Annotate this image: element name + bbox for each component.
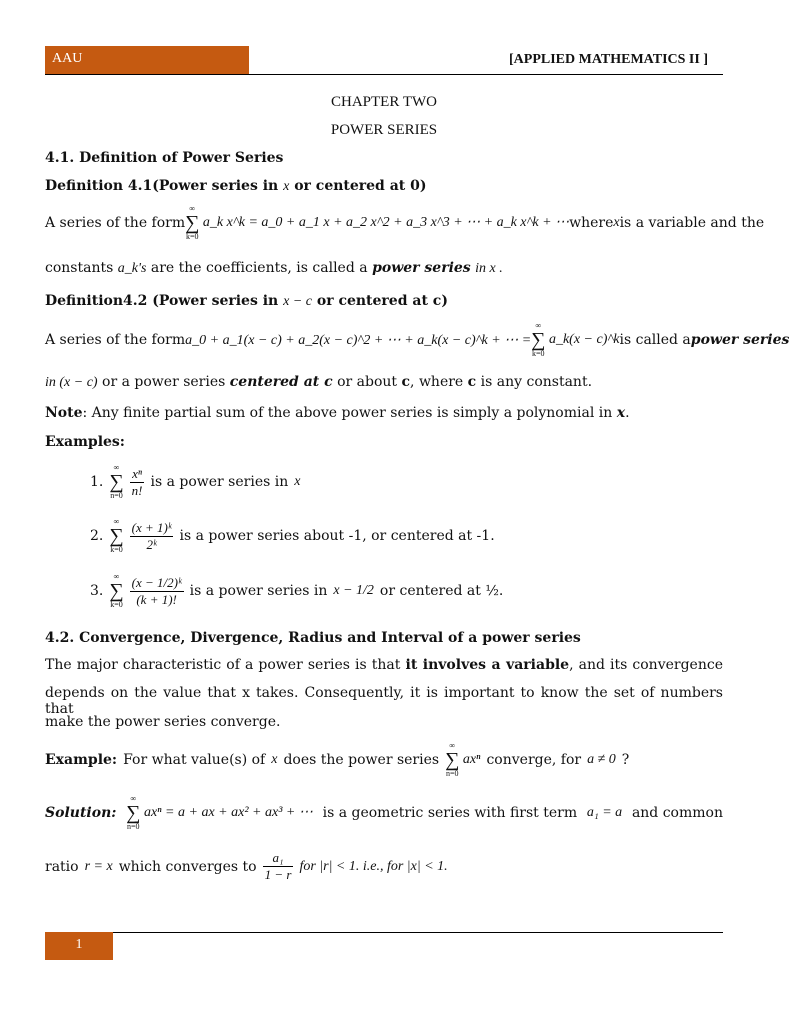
sum-symbol: ∞ ∑ n=0 — [109, 463, 124, 500]
def41-line1 — [45, 204, 765, 241]
note-var: x — [616, 405, 626, 421]
page-number: 1 — [75, 937, 83, 952]
def42-sum — [531, 322, 619, 358]
sum-symbol: ∞ ∑ n=0 — [445, 741, 460, 778]
header-institution: AAU — [52, 51, 83, 66]
example-label: Example: — [45, 752, 118, 768]
sum-symbol: ∞ ∑ k=0 — [185, 204, 200, 241]
def42-line1-c: is called a — [619, 332, 691, 348]
sec42-paragraph-line2: depends on the value that x takes. Consequently, it is important to know the set of numbers that — [45, 685, 723, 717]
def42-in-term: in (x − c) — [45, 375, 98, 390]
example-item-3 — [90, 573, 503, 609]
example-end: ? — [621, 752, 630, 768]
solution-line2-a: ratio — [45, 858, 79, 875]
example-3-text2: or centered at ½. — [379, 583, 504, 599]
chapter-title: CHAPTER TWO — [331, 94, 437, 110]
def41-formula — [185, 205, 569, 241]
def41-title-var: x — [283, 179, 290, 194]
note-line — [45, 405, 630, 421]
example-1-text: is a power series in — [150, 474, 289, 490]
def42-line1 — [45, 321, 789, 358]
header-rule — [45, 74, 723, 75]
def41-term-power-series: power series — [372, 260, 471, 276]
def41-formula-text: a_k x^k = a_0 + a_1 x + a_2 x^2 + a_3 x^3 + ⋯ + a_k x^k + ⋯ — [202, 215, 570, 231]
def42-formula: a_0 + a_1(x − c) + a_2(x − c)^2 + ⋯ + a_k(x − c)^k + ⋯ = — [185, 332, 532, 348]
def42-title-b: or centered at c) — [316, 293, 448, 309]
solution-formula-text: axⁿ = a + ax + ax² + ax³ + ⋯ — [143, 805, 313, 821]
example-3-text: is a power series in — [189, 583, 328, 599]
def41-coefficients: a_k's — [117, 261, 147, 276]
example-cond: a ≠ 0 — [587, 752, 616, 767]
sec42-paragraph-line1 — [45, 657, 723, 673]
example-var: x — [271, 752, 278, 767]
def42-title-a: Definition4.2 (Power series in — [45, 293, 279, 309]
sum-symbol: ∞ ∑ k=0 — [109, 572, 124, 609]
example-sum — [445, 742, 480, 778]
example-3-fraction: $\frac{\text{(x − 1/2)ᵏ}}{(k + 1)!}$ — [131, 574, 182, 607]
solution-cond: for |r| < 1. i.e., for |x| < 1. — [299, 858, 448, 874]
def41-line2-a: constants — [45, 260, 114, 276]
solution-ratio: r = x — [84, 858, 113, 874]
example-question — [45, 742, 629, 778]
definition-4-1-title — [45, 178, 427, 195]
solution-line2-b: which converges to — [118, 858, 257, 875]
def42-line1-a: A series of the form — [45, 332, 186, 348]
sec42-paragraph-line3: make the power series converge. — [45, 714, 281, 730]
footer-rule — [45, 932, 723, 933]
example-text-b: does the power series — [283, 752, 440, 768]
solution-label: Solution: — [45, 805, 117, 821]
def41-title-b: or centered at 0) — [294, 178, 427, 194]
section-4-2-title: 4.2. Convergence, Divergence, Radius and Interval of a power series — [45, 630, 581, 646]
example-1-fraction: $\frac{\text{xⁿ}}{n!}$ — [131, 465, 143, 498]
solution-fraction: $\frac{\text{a₁}}{1 - r}$ — [264, 850, 292, 882]
example-3-var: x − 1/2 — [333, 583, 374, 598]
def42-line2-e: is any constant. — [480, 374, 593, 390]
def41-line1-var: x — [613, 215, 620, 230]
def42-c1: c — [401, 374, 411, 390]
sec42-p1-bold: it involves a variable — [405, 657, 570, 673]
note-label: Note — [45, 405, 83, 421]
def41-line2 — [45, 260, 503, 277]
def42-term-power-series: power series — [690, 332, 789, 348]
def41-title-a: Definition 4.1(Power series in — [45, 178, 279, 194]
sec42-p1-b: , and its convergence — [569, 657, 723, 673]
sum-symbol: ∞ ∑ k=0 — [109, 517, 124, 554]
examples-title: Examples: — [45, 434, 125, 450]
solution-line1 — [45, 795, 723, 831]
solution-text-b: and common — [631, 805, 723, 821]
def42-line2 — [45, 374, 592, 391]
example-2-number: 2. — [90, 528, 104, 544]
example-2-fraction: $\frac{\text{(x + 1)ᵏ}}{\text{2ᵏ}}$ — [131, 519, 172, 552]
example-item-2 — [90, 518, 495, 554]
example-term: axⁿ — [462, 752, 481, 768]
def41-line2-c: in x . — [475, 261, 503, 276]
example-1-number: 1. — [90, 474, 104, 490]
def42-line2-a: or a power series — [102, 374, 226, 390]
def42-sum-term: a_k(x − c)^k — [548, 332, 620, 348]
example-1-var: x — [294, 474, 301, 489]
solution-formula — [126, 795, 313, 831]
section-4-1-title: 4.1. Definition of Power Series — [45, 150, 284, 166]
def41-line1-b: where — [569, 215, 614, 231]
chapter-subtitle: POWER SERIES — [330, 122, 438, 138]
solution-line2 — [45, 850, 448, 883]
example-text-a: For what value(s) of — [123, 752, 266, 768]
def41-line1-c: is a variable and the — [619, 215, 765, 231]
example-text-c: converge, for — [486, 752, 582, 768]
definition-4-2-title — [45, 293, 448, 310]
note-end: . — [625, 405, 630, 421]
def41-line1-a: A series of the form — [45, 215, 186, 231]
def41-line2-b: are the coefficients, is called a — [150, 260, 368, 276]
def42-c2: c — [467, 374, 477, 390]
example-item-1 — [90, 464, 300, 500]
sum-symbol: ∞ ∑ n=0 — [126, 794, 141, 831]
solution-first-term: a₁ = a — [586, 805, 623, 820]
sec42-p1-a: The major characteristic of a power series is that — [45, 657, 401, 673]
def42-line2-d: , where — [410, 374, 464, 390]
note-text: : Any finite partial sum of the above power series is simply a polynomial in — [82, 405, 613, 421]
def42-term-centered: centered at c — [229, 374, 333, 390]
example-3-number: 3. — [90, 583, 104, 599]
sum-symbol: ∞ ∑ k=0 — [531, 321, 546, 358]
example-2-text: is a power series about -1, or centered at -1. — [179, 528, 495, 544]
solution-text-a: is a geometric series with first term — [322, 805, 578, 821]
def42-title-var: x − c — [283, 294, 312, 309]
header-course-title: [APPLIED MATHEMATICS II ] — [509, 52, 708, 67]
def42-line2-b: or about — [337, 374, 398, 390]
